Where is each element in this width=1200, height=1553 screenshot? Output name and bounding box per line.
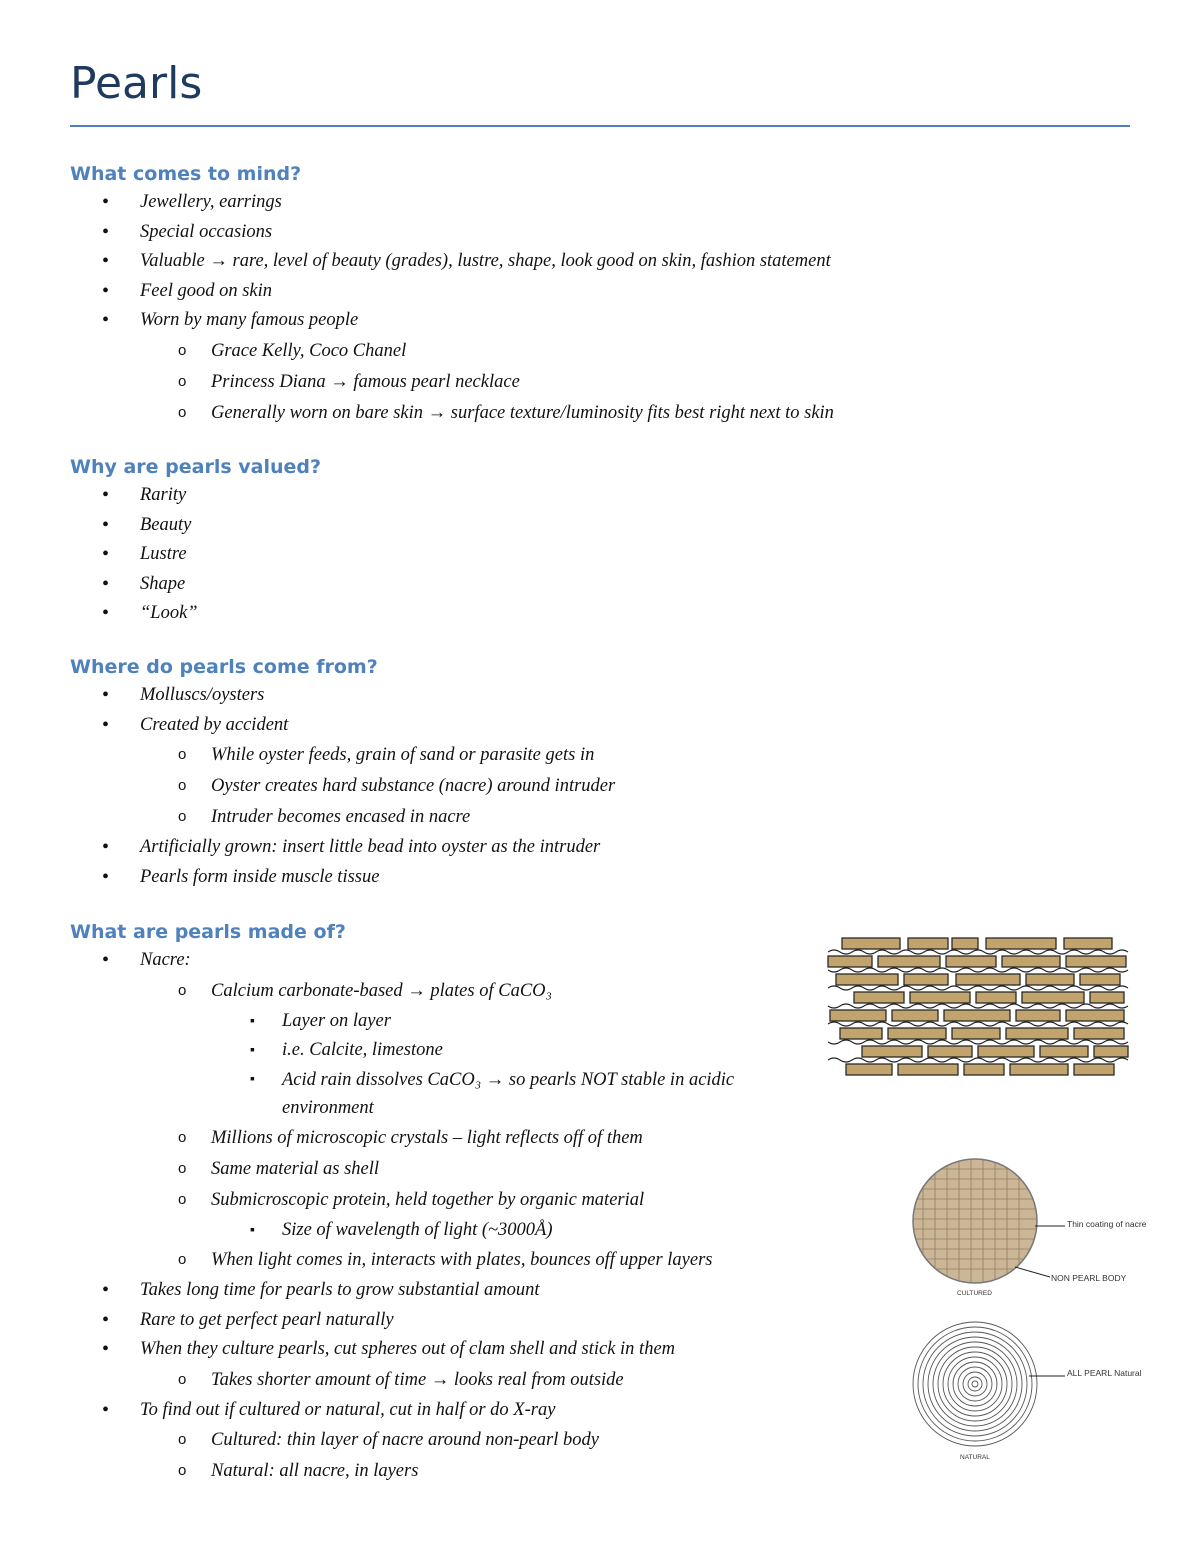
page-title: Pearls <box>70 58 203 109</box>
list-item: o Intruder becomes encased in nacre <box>70 802 615 833</box>
list-item: o Oyster creates hard substance (nacre) around intruder <box>70 771 615 802</box>
list-item: o Calcium carbonate-based → plates of CaCO₃ <box>70 976 802 1007</box>
list-item: • Rarity <box>70 481 321 511</box>
list-item: o Cultured: thin layer of nacre around non-pearl body <box>70 1425 802 1456</box>
list-item: o When light comes in, interacts with plates, bounces off upper layers <box>70 1245 802 1276</box>
list-item: • Valuable → rare, level of beauty (grades), lustre, shape, look good on skin, fashion statement <box>70 247 834 277</box>
section-heading: Where do pearls come from? <box>70 656 378 678</box>
caption-cultured: CULTURED <box>957 1290 992 1297</box>
list-item: • To find out if cultured or natural, cut in half or do X-ray <box>70 1396 802 1426</box>
list-item: • Shape <box>70 570 321 600</box>
bullet-list <box>70 681 615 892</box>
nacre-structure-figure <box>826 934 1132 1078</box>
list-item: ▪ i.e. Calcite, limestone <box>70 1036 802 1066</box>
cultured-pearl-figure <box>905 1155 1147 1300</box>
list-item: • Beauty <box>70 511 321 541</box>
list-item: • Worn by many famous people <box>70 306 834 336</box>
list-item: • Lustre <box>70 540 321 570</box>
list-item: • Artificially grown: insert little bead into oyster as the intruder <box>70 833 615 863</box>
bullet-list <box>70 188 834 429</box>
list-item: • Jewellery, earrings <box>70 188 834 218</box>
list-item: • Rare to get perfect pearl naturally <box>70 1306 802 1336</box>
section-why-valued <box>70 453 321 629</box>
list-item: • Molluscs/oysters <box>70 681 615 711</box>
section-heading: Why are pearls valued? <box>70 456 322 478</box>
section-what-comes-to-mind <box>70 160 834 429</box>
section-heading: What are pearls made of? <box>70 921 346 943</box>
list-item: • Feel good on skin <box>70 277 834 307</box>
label-thin-coating: Thin coating of nacre <box>1067 1219 1147 1229</box>
list-item: o Same material as shell <box>70 1154 802 1185</box>
bullet-list <box>70 946 802 1487</box>
list-item: • Created by accident <box>70 711 615 741</box>
list-item: o Grace Kelly, Coco Chanel <box>70 336 834 367</box>
list-item: • Special occasions <box>70 218 834 248</box>
natural-pearl-figure <box>905 1318 1142 1464</box>
list-item: o Generally worn on bare skin → surface texture/luminosity fits best right next to skin <box>70 398 834 429</box>
list-item: ▪ Layer on layer <box>70 1007 802 1037</box>
list-item: o Submicroscopic protein, held together by organic material <box>70 1185 802 1216</box>
bullet-list <box>70 481 321 629</box>
list-item: o Millions of microscopic crystals – light reflects off of them <box>70 1123 802 1154</box>
list-item: ▪ Acid rain dissolves CaCO₃ → so pearls NOT stable in acidic environment <box>70 1066 802 1123</box>
list-item: o Natural: all nacre, in layers <box>70 1456 802 1487</box>
label-all-pearl: ALL PEARL Natural <box>1067 1368 1142 1378</box>
section-heading: What comes to mind? <box>70 163 302 185</box>
list-item: • “Look” <box>70 599 321 629</box>
section-made-of <box>70 918 802 1487</box>
list-item: o Princess Diana → famous pearl necklace <box>70 367 834 398</box>
list-item: o While oyster feeds, grain of sand or parasite gets in <box>70 740 615 771</box>
list-item: • Takes long time for pearls to grow substantial amount <box>70 1276 802 1306</box>
section-where-from <box>70 653 615 892</box>
list-item: ▪ Size of wavelength of light (~3000Å) <box>70 1216 802 1246</box>
list-item: • Nacre: <box>70 946 802 976</box>
label-non-pearl-body: NON PEARL BODY <box>1051 1273 1127 1283</box>
list-item: • Pearls form inside muscle tissue <box>70 863 615 893</box>
title-divider <box>70 125 1130 127</box>
list-item: o Takes shorter amount of time → looks real from outside <box>70 1365 802 1396</box>
list-item: • When they culture pearls, cut spheres out of clam shell and stick in them <box>70 1335 802 1365</box>
caption-natural: NATURAL <box>960 1454 990 1461</box>
